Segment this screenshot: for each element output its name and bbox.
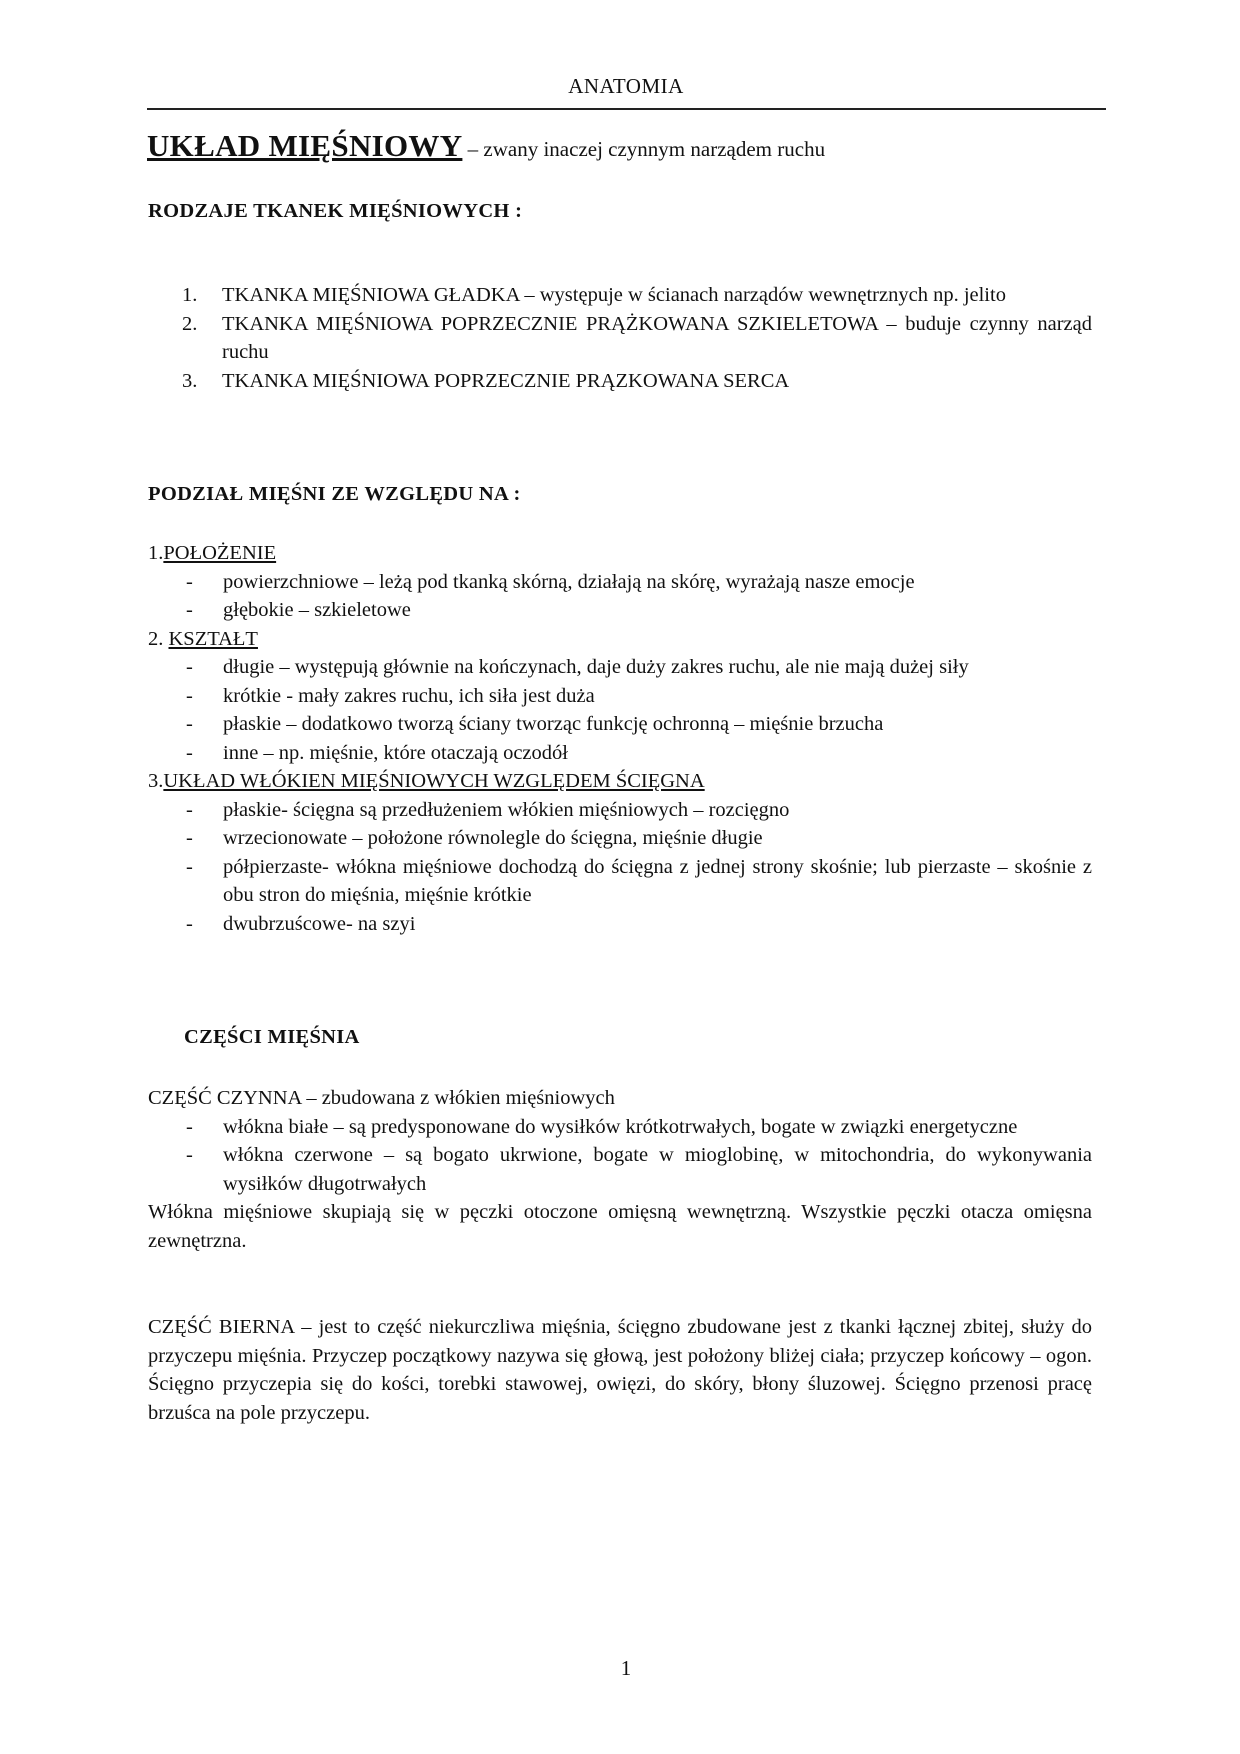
dash-bullet: - — [186, 855, 193, 878]
list-item-text: płaskie- ścięgna są przedłużeniem włókien mięśniowych – rozcięgno — [223, 798, 790, 821]
tissues-list — [180, 281, 1092, 395]
list-item-text: włókna czerwone – są bogato ukrwione, bogate w mioglobinę, w mitochondria, do wykonywania wysiłków długotrwałych — [223, 1144, 1092, 1195]
parts-passive-block — [148, 1313, 1092, 1427]
dash-bullet: - — [186, 827, 193, 849]
list-item-text: inne – np. mięśnie, które otaczają oczodół — [223, 741, 568, 764]
active-part-title: CZĘŚĆ CZYNNA – zbudowana z włókien mięśniowych — [148, 1087, 615, 1109]
list-item-text: TKANKA MIĘŚNIOWA POPRZECZNIE PRĄŻKOWANA SZKIELETOWA – buduje czynny narząd ruchu — [222, 312, 1092, 363]
list-item-text: głębokie – szkieletowe — [223, 599, 411, 621]
list-item-text: dwubrzuścowe- na szyi — [223, 912, 416, 935]
dash-bullet: - — [186, 1115, 193, 1138]
list-item — [148, 796, 1092, 825]
section-number: 3. — [148, 770, 164, 792]
active-part-paragraph: Włókna mięśniowe skupiają się w pęczki otoczone omięsną wewnętrzną. Wszystkie pęczki otacza omięsna zewnętrzna. — [148, 1201, 1092, 1252]
header-divider — [147, 108, 1106, 110]
list-item — [180, 310, 1092, 367]
dash-bullet: - — [186, 656, 193, 678]
list-item — [148, 710, 1092, 739]
list-number: 3. — [182, 369, 198, 392]
division-heading: PODZIAŁ MIĘŚNI ZE WZGLĘDU NA : — [148, 483, 521, 505]
list-item — [148, 739, 1092, 768]
list-item — [148, 682, 1092, 711]
list-item — [148, 1141, 1092, 1198]
dash-bullet: - — [186, 741, 193, 764]
list-item — [180, 281, 1092, 310]
division-block — [148, 539, 1092, 938]
title-subtitle: – zwany inaczej czynnym narządem ruchu — [462, 137, 826, 161]
document-title — [147, 128, 825, 164]
section-number: 1. — [148, 542, 164, 564]
division-section-fibers — [148, 767, 1092, 796]
list-number: 1. — [182, 284, 198, 306]
list-item — [148, 824, 1092, 853]
list-item-text: półpierzaste- włókna mięśniowe dochodzą do ścięgna z jednej strony skośnie; lub pierzaste – skośnie z obu stron do mięśnia, mięśnie krótkie — [223, 855, 1092, 906]
page-header: ANATOMIA — [568, 74, 684, 98]
list-item-text: powierzchniowe – leżą pod tkanką skórną, działają na skórę, wyrażają nasze emocje — [223, 570, 915, 593]
parts-active-block — [148, 1084, 1092, 1255]
list-number: 2. — [182, 312, 198, 335]
section-title: UKŁAD WŁÓKIEN MIĘŚNIOWYCH WZGLĘDEM ŚCIĘGNA — [163, 770, 705, 792]
section-number: 2. — [148, 627, 169, 650]
division-section-position — [148, 539, 1092, 568]
list-item — [148, 853, 1092, 910]
list-item-text: TKANKA MIĘŚNIOWA GŁADKA – występuje w ścianach narządów wewnętrznych np. jelito — [222, 284, 1006, 306]
division-section-shape — [148, 625, 1092, 654]
section-title: KSZTAŁT — [168, 627, 258, 650]
list-item-text: długie – występują głównie na kończynach, daje duży zakres ruchu, ale nie mają dużej siły — [223, 656, 969, 678]
list-item — [180, 367, 1092, 396]
list-item — [148, 596, 1092, 625]
dash-bullet: - — [186, 798, 193, 821]
list-item-text: TKANKA MIĘŚNIOWA POPRZECZNIE PRĄZKOWANA SERCA — [222, 369, 790, 392]
parts-heading: CZĘŚCI MIĘŚNIA — [184, 1026, 360, 1048]
page-number: 1 — [620, 1656, 632, 1680]
list-item — [148, 910, 1092, 939]
list-item — [148, 1113, 1092, 1142]
dash-bullet: - — [186, 912, 193, 935]
list-item — [148, 653, 1092, 682]
title-main: UKŁAD MIĘŚNIOWY — [147, 128, 463, 163]
passive-part-paragraph: CZĘŚĆ BIERNA – jest to część niekurczliwa mięśnia, ścięgno zbudowane jest z tkanki łącznej zbitej, służy do przyczepu mięśnia. Przyczep początkowy nazywa się głową, jest położony bliżej ciała; przyczep końcowy – ogon. Ścięgno przyczepia się do kości, torebki stawowej, owięzi, do skóry, błony śluzowej. Ścięgno przenosi pracę brzuśca na pole przyczepu. — [148, 1316, 1092, 1424]
list-item — [148, 568, 1092, 597]
dash-bullet: - — [186, 570, 193, 593]
list-item-text: wrzecionowate – położone równolegle do ścięgna, mięśnie długie — [223, 827, 763, 849]
tissues-heading: RODZAJE TKANEK MIĘŚNIOWYCH : — [148, 200, 523, 222]
list-item-text: włókna białe – są predysponowane do wysiłków krótkotrwałych, bogate w związki energetyczne — [223, 1115, 1018, 1138]
list-item-text: krótkie - mały zakres ruchu, ich siła jest duża — [223, 684, 595, 707]
section-title: POŁOŻENIE — [163, 542, 277, 564]
dash-bullet: - — [186, 684, 193, 707]
dash-bullet: - — [186, 713, 193, 735]
list-item-text: płaskie – dodatkowo tworzą ściany tworząc funkcję ochronną – mięśnie brzucha — [223, 713, 884, 735]
dash-bullet: - — [186, 599, 193, 621]
dash-bullet: - — [186, 1144, 193, 1166]
